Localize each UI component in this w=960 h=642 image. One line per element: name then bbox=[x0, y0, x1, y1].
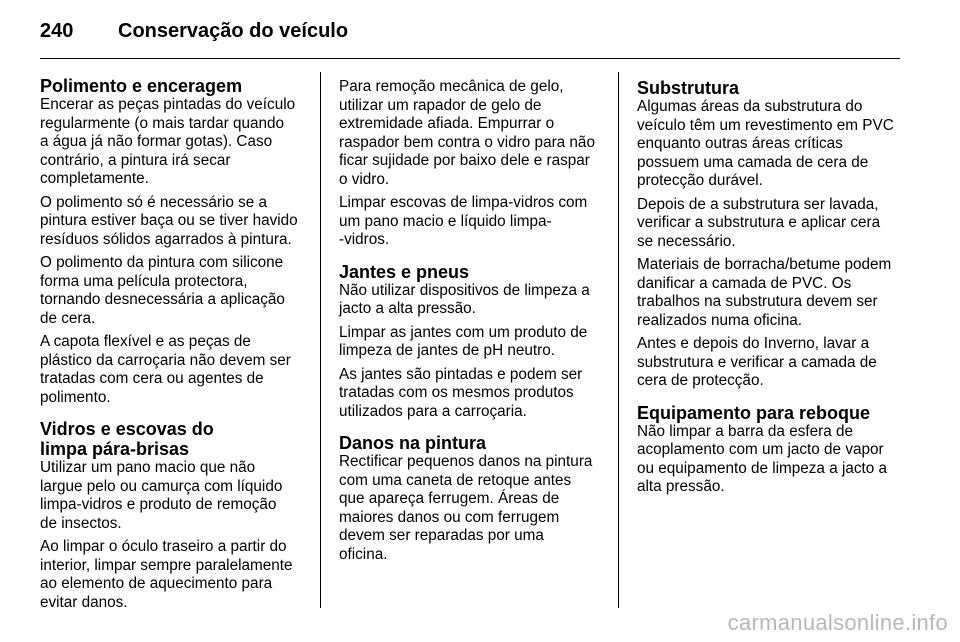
paragraph: Ao limpar o óculo traseiro a partir do interior, limpar sempre paralelamente ao elemento de aquecimento para evitar danos. bbox=[40, 538, 293, 611]
paragraph: As jantes são pintadas e podem ser tratadas com os mesmos produtos utilizados para a carroçaria. bbox=[339, 365, 583, 420]
paragraph: Rectificar pequenos danos na pintura com uma caneta de retoque antes que apareça ferrugem. Áreas de maiores danos ou com ferrugem devem ser reparadas por uma oficina. bbox=[339, 453, 593, 563]
paragraph: Não limpar a barra da esfera de acoplamento com um jacto de vapor ou equipamento de limpeza a jacto a alta pressão. bbox=[637, 422, 888, 495]
paragraph: Utilizar um pano macio que não largue pelo ou camurça com líquido limpa-vidros e produto de remoção de insectos. bbox=[40, 459, 283, 532]
paragraph: Antes e depois do Inverno, lavar a substrutura e verificar a camada de cera de protecção. bbox=[637, 335, 877, 389]
paragraph: Não utilizar dispositivos de limpeza a jacto a alta pressão. bbox=[339, 281, 590, 317]
column-1 bbox=[40, 76, 308, 617]
paragraph: O polimento da pintura com silicone forma uma película protectora, tornando desnecessária a aplicação de cera. bbox=[40, 254, 285, 327]
header-rule bbox=[40, 58, 900, 59]
page-number: 240 bbox=[40, 20, 74, 42]
paragraph: Limpar as jantes com um produto de limpeza de jantes de pH neutro. bbox=[339, 323, 588, 359]
paragraph: Para remoção mecânica de gelo, utilizar um rapador de gelo de extremidade afiada. Empurrar o raspador bem contra o vidro para não ficar sujidade por baixo dele e raspar o vidro. bbox=[339, 78, 595, 188]
paragraph: Limpar escovas de limpa-vidros com um pano macio e líquido limpa- -vidros. bbox=[339, 194, 588, 248]
paragraph: Depois de a substrutura ser lavada, verificar a substrutura e aplicar cera se necessário. bbox=[637, 195, 881, 250]
watermark: carmanualsonline.info bbox=[727, 610, 948, 635]
chapter-title: Conservação do veículo bbox=[118, 20, 349, 42]
section-heading-polimento: Polimento e enceragem bbox=[40, 76, 243, 96]
column-3 bbox=[637, 78, 907, 502]
paragraph: A capota flexível e as peças de plástico da carroçaria não devem ser tratadas com cera ou agentes de polimento. bbox=[40, 333, 291, 406]
column-divider bbox=[618, 72, 619, 608]
page-header bbox=[40, 14, 920, 54]
section-heading-jantes: Jantes e pneus bbox=[339, 261, 470, 282]
paragraph: Algumas áreas da substrutura do veículo têm um revestimento em PVC enquanto outras áreas críticas possuem uma camada de cera de protecção durável. bbox=[637, 98, 894, 189]
column-divider bbox=[320, 72, 321, 608]
section-heading-reboque: Equipamento para reboque bbox=[637, 402, 871, 423]
section-heading-vidros: Vidros e escovas do limpa pára-brisas bbox=[40, 419, 214, 459]
section-heading-substrutura: Substrutura bbox=[637, 78, 740, 98]
paragraph: Encerar as peças pintadas do veículo regularmente (o mais tardar quando a água já não formar gotas). Caso contrário, a pintura irá secar completamente. bbox=[40, 96, 296, 187]
section-heading-danos: Danos na pintura bbox=[339, 433, 487, 453]
column-2 bbox=[339, 78, 609, 569]
paragraph: O polimento só é necessário se a pintura estiver baça ou se tiver havido resíduos sólidos agarrados à pintura. bbox=[40, 193, 298, 248]
paragraph: Materiais de borracha/betume podem danificar a camada de PVC. Os trabalhos na substrutura devem ser realizados numa oficina. bbox=[637, 256, 892, 329]
